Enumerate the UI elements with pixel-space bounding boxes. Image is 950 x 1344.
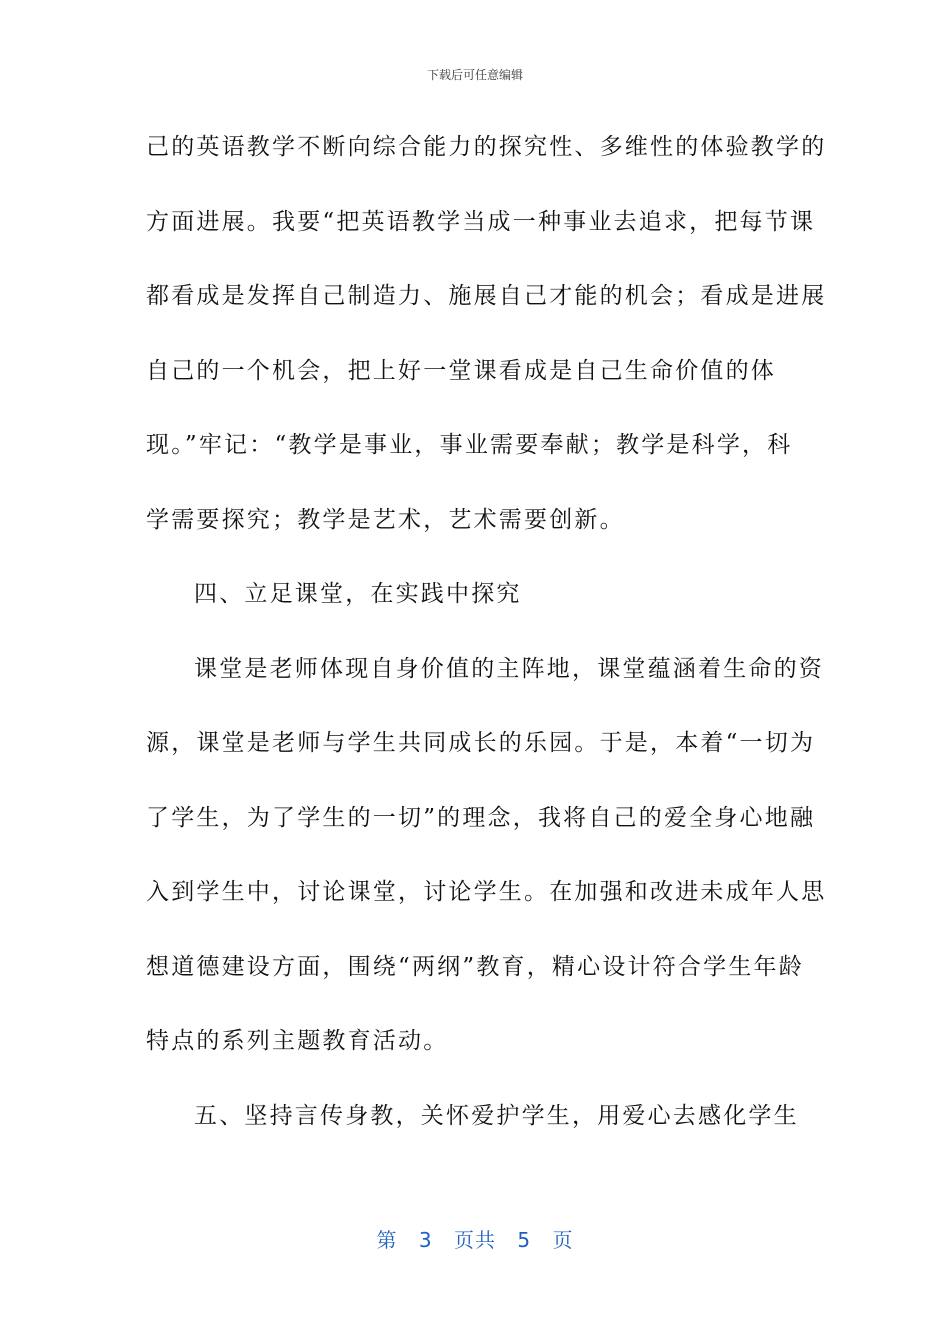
text-line: 学需要探究；教学是艺术，艺术需要创新。 xyxy=(146,506,625,533)
text-line: 己的英语教学不断向综合能力的探究性、多维性的体验教学的 xyxy=(146,134,827,160)
page-footer xyxy=(0,1224,950,1253)
page-header: 下载后可任意编辑 xyxy=(426,68,523,82)
footer-middle: 页共 xyxy=(454,1228,496,1252)
text-line: 课堂是老师体现自身价值的主阵地，课堂蕴涵着生命的资 xyxy=(194,655,824,682)
text-line: 都看成是发挥自己制造力、施展自己才能的机会；看成是进展 xyxy=(146,283,827,309)
section-heading: 四、立足课堂，在实践中探究 xyxy=(194,581,522,607)
text-line: 源，课堂是老师与学生共同成长的乐园。于是，本着“一切为 xyxy=(146,730,816,756)
document-body xyxy=(146,122,827,1165)
current-page-number: 3 xyxy=(418,1228,433,1252)
text-line: 特点的系列主题教育活动。 xyxy=(146,1028,449,1054)
section-heading: 五、坚持言传身教，关怀爱护学生，用爱心去感化学生 xyxy=(194,1102,799,1129)
text-line: 现。”牢记：“教学是事业，事业需要奉献；教学是科学，科 xyxy=(146,432,793,458)
text-line: 自己的一个机会，把上好一堂课看成是自己生命价值的体 xyxy=(146,357,776,384)
text-line: 方面进展。我要“把英语教学当成一种事业去追求，把每节课 xyxy=(146,208,816,235)
text-line: 入到学生中，讨论课堂，讨论学生。在加强和改进未成年人思 xyxy=(146,879,827,905)
text-line: 想道德建设方面，围绕“两纲”教育，精心设计符合学生年龄 xyxy=(146,953,804,980)
text-line: 了学生，为了学生的一切”的理念，我将自己的爱全身心地融 xyxy=(146,804,816,831)
total-page-count: 5 xyxy=(517,1228,532,1252)
footer-prefix: 第 xyxy=(376,1228,398,1252)
footer-suffix: 页 xyxy=(552,1228,574,1252)
